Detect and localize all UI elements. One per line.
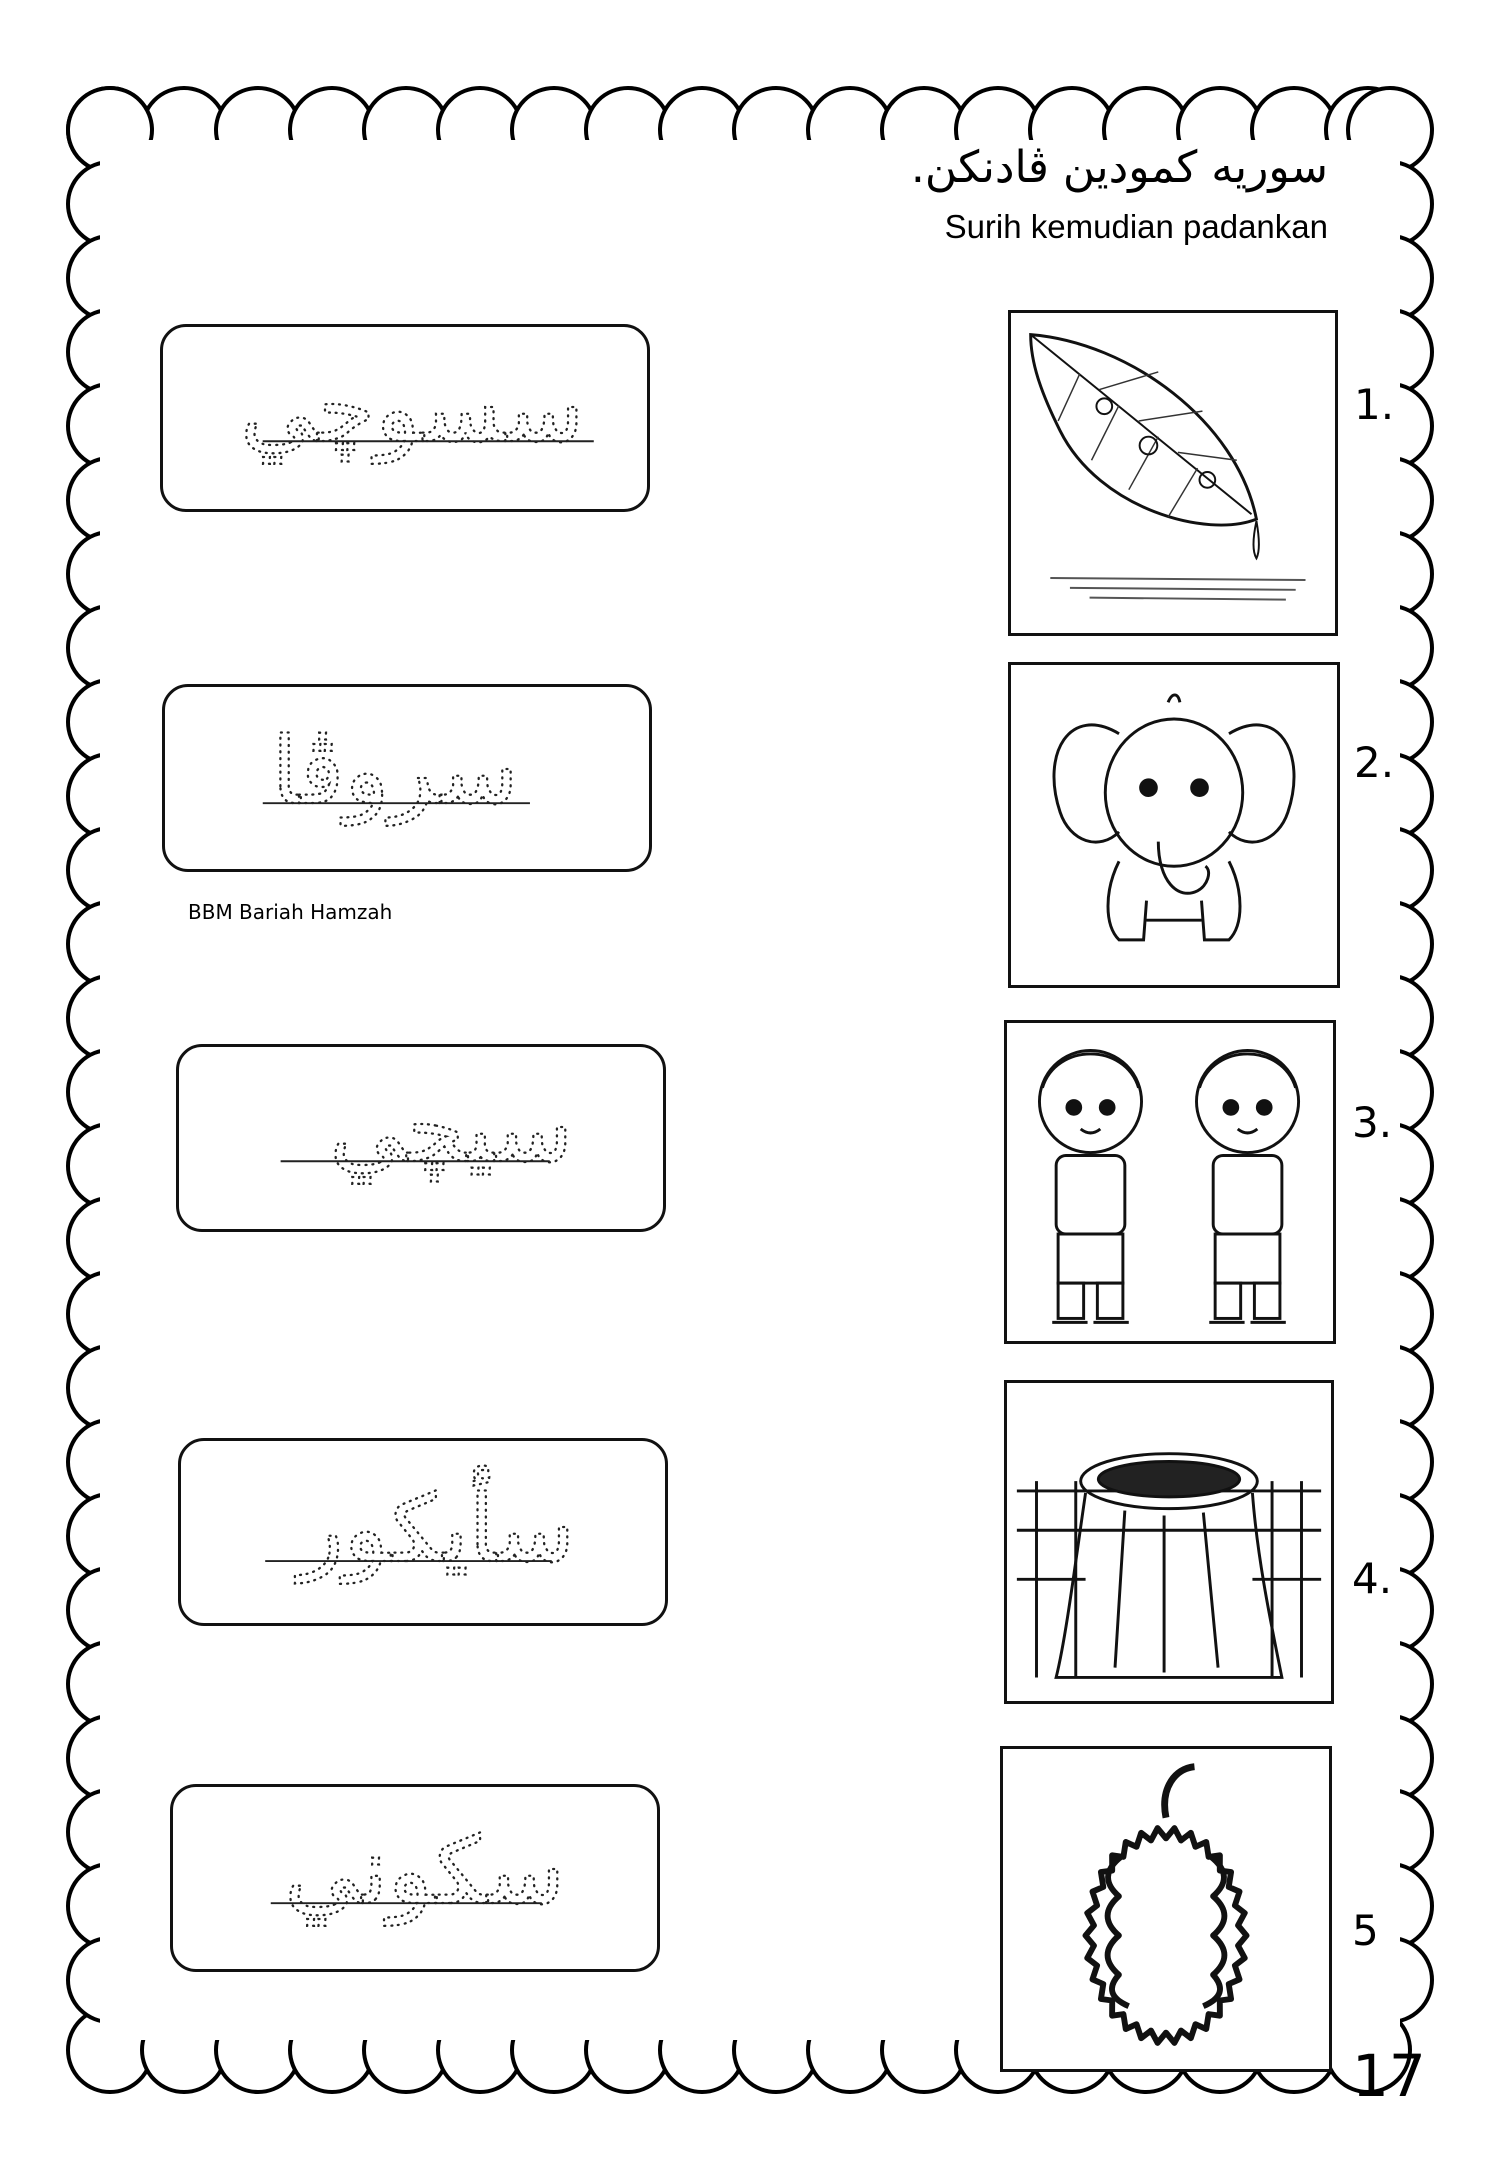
- durian-icon: [1003, 1749, 1329, 2069]
- picture-number-3: 3.: [1352, 1098, 1393, 1147]
- picture-box-1[interactable]: [1008, 310, 1338, 636]
- trace-word-4: سأيكور: [298, 1475, 575, 1584]
- picture-box-5[interactable]: [1000, 1746, 1332, 2072]
- trace-word-3: سيچي: [329, 1075, 573, 1184]
- twin-boys-icon: [1007, 1023, 1333, 1341]
- trace-word-2: سروڤا: [271, 717, 519, 826]
- picture-box-3[interactable]: [1004, 1020, 1336, 1344]
- trace-box-4[interactable]: [178, 1438, 668, 1626]
- leaf-with-water-drops-icon: [1011, 313, 1335, 633]
- trace-box-1[interactable]: [160, 324, 650, 512]
- picture-number-1: 1.: [1354, 380, 1395, 429]
- page-number: 17: [1352, 2042, 1426, 2110]
- elephant-icon: [1011, 665, 1337, 985]
- trace-word-5: سكوني: [284, 1817, 566, 1926]
- picture-number-4: 4.: [1352, 1554, 1393, 1603]
- trace-box-3[interactable]: [176, 1044, 666, 1232]
- instruction-title-rumi: Surih kemudian padankan: [944, 208, 1328, 245]
- picture-box-2[interactable]: [1008, 662, 1340, 988]
- picture-box-4[interactable]: [1004, 1380, 1334, 1704]
- trace-box-2[interactable]: [162, 684, 652, 872]
- instruction-title-jawi: سوريه كمودين ڤادنكن.: [910, 142, 1328, 193]
- sack-by-fence-icon: [1007, 1383, 1331, 1701]
- trace-word-1: سسوچي: [240, 355, 585, 464]
- trace-box-5[interactable]: [170, 1784, 660, 1972]
- picture-number-2: 2.: [1354, 738, 1395, 787]
- picture-number-5: 5: [1352, 1906, 1379, 1955]
- credit-text: BBM Bariah Hamzah: [188, 900, 393, 924]
